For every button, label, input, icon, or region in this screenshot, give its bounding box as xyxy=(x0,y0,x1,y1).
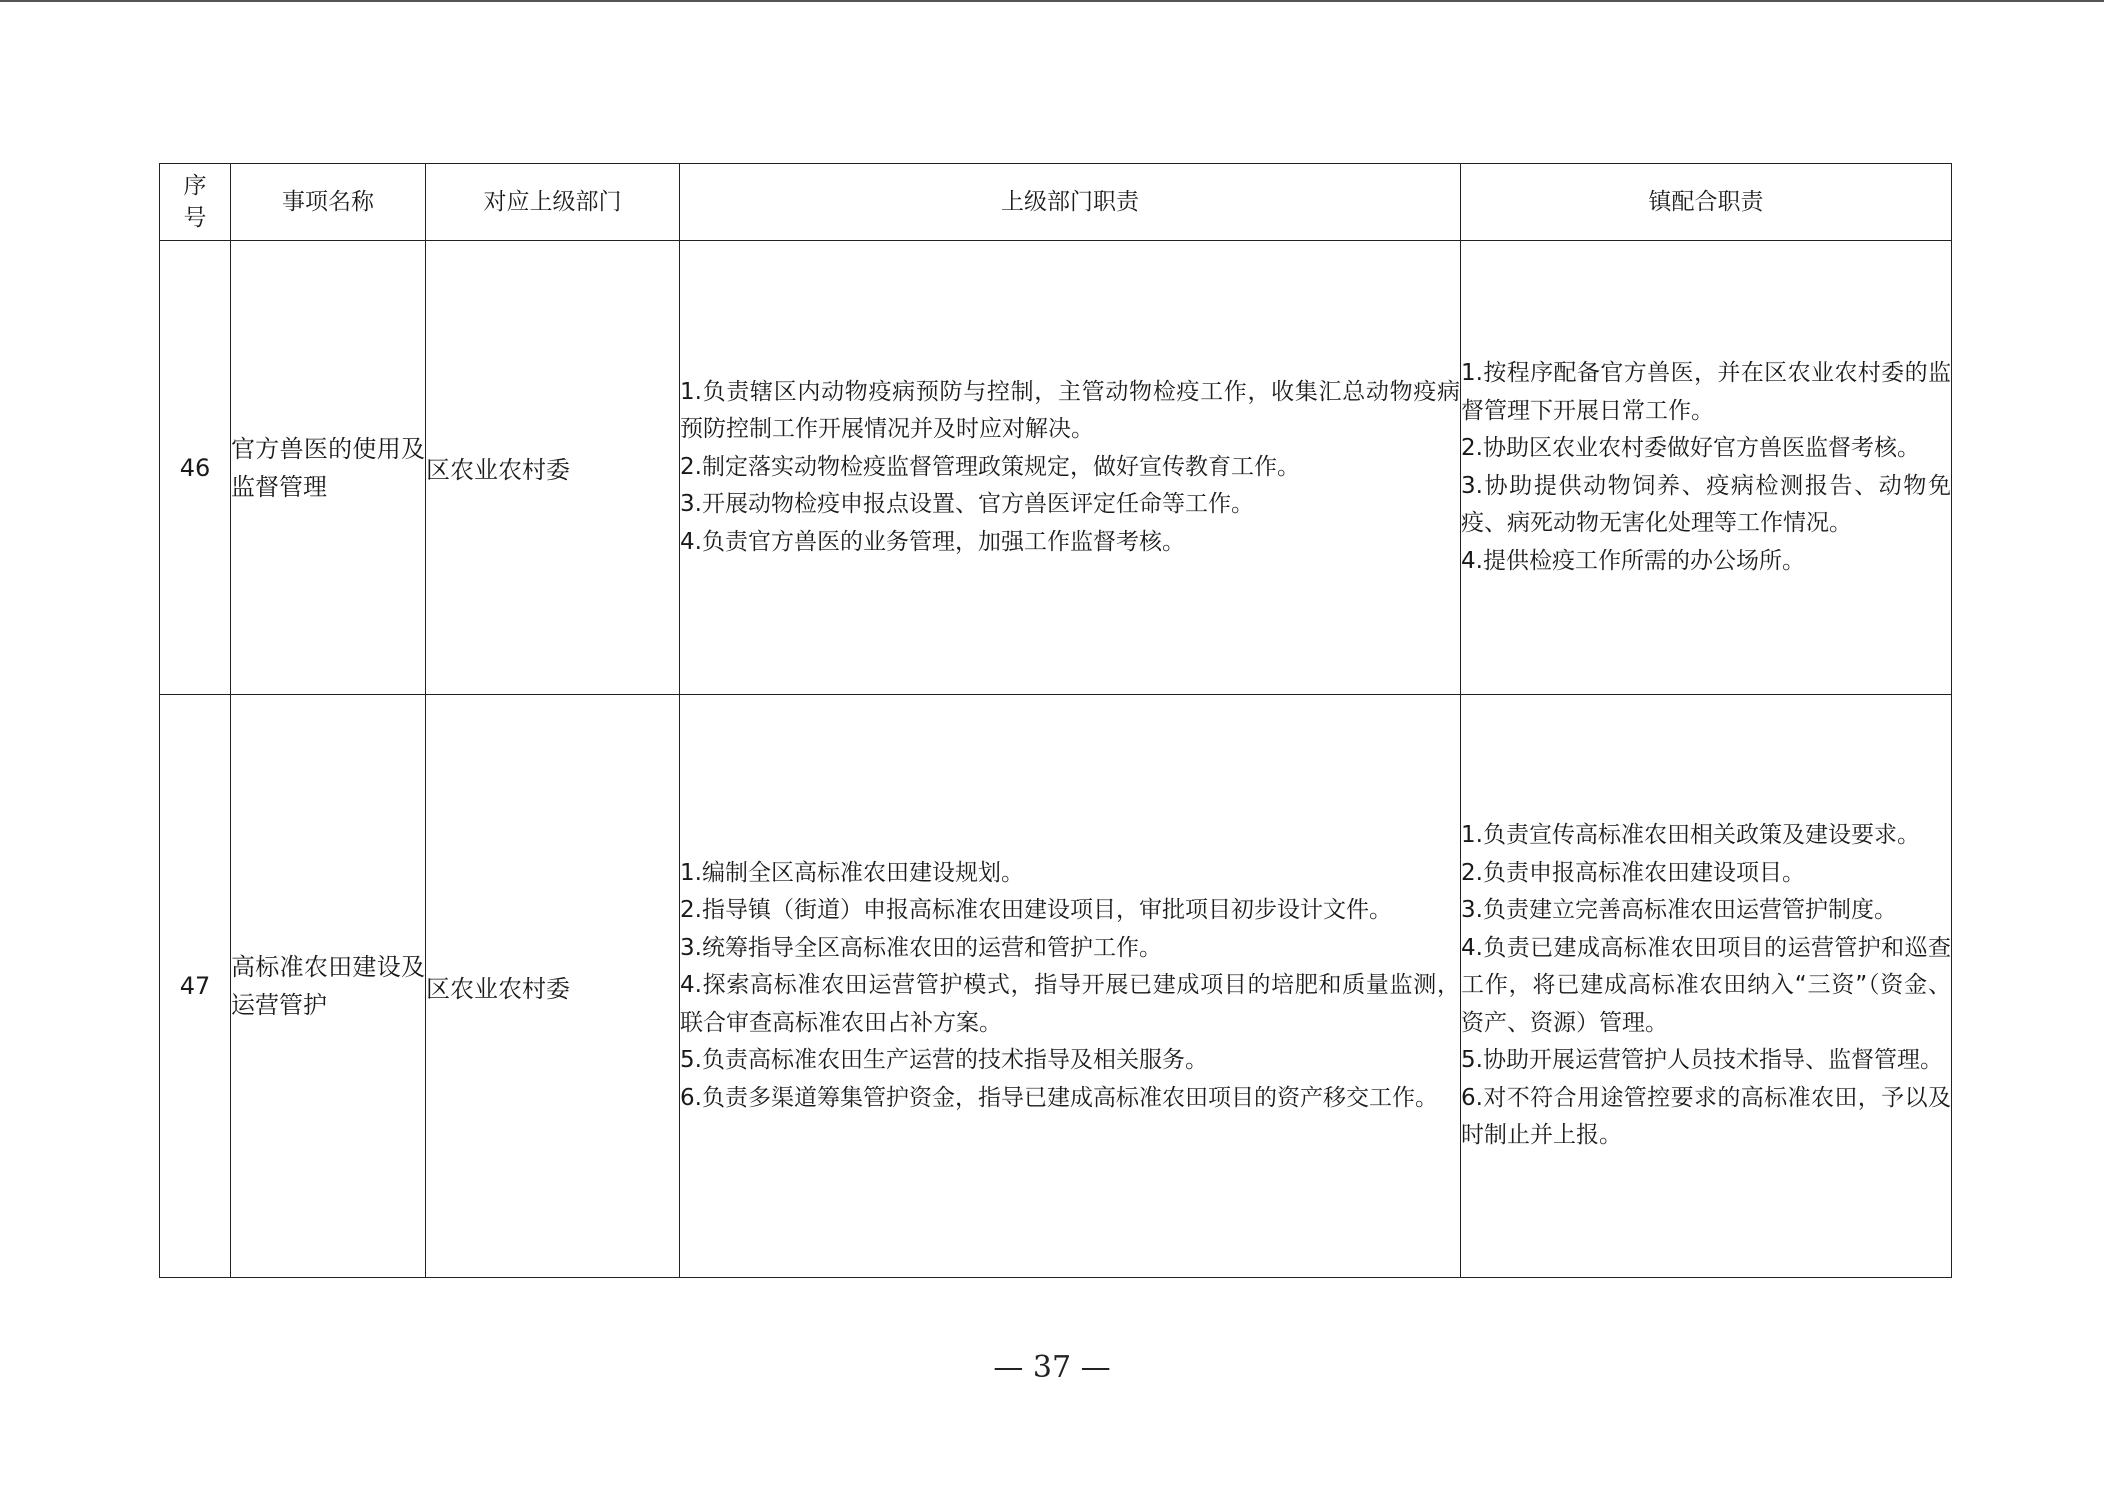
header-item-name: 事项名称 xyxy=(231,164,426,241)
duty-line: 1.负责辖区内动物疫病预防与控制，主管动物检疫工作，收集汇总动物疫病预防控制工作开展情况并及时应对解决。 xyxy=(680,378,1460,443)
duty-line: 6.对不符合用途管控要求的高标准农田，予以及时制止并上报。 xyxy=(1461,1084,1951,1149)
duty-line: 4.探索高标准农田运营管护模式，指导开展已建成项目的培肥和质量监测，联合审查高标准农田占补方案。 xyxy=(680,972,1460,1036)
page-top-border xyxy=(0,0,2104,2)
duty-line: 5.负责高标准农田生产运营的技术指导及相关服务。 xyxy=(680,1047,1208,1074)
duty-line: 4.负责已建成高标准农田项目的运营管护和巡查工作，将已建成高标准农田纳入“三资”（资金、资产、资源）管理。 xyxy=(1461,934,1951,1036)
row-town-duties xyxy=(1461,241,1952,695)
row-town-duties xyxy=(1461,695,1952,1278)
table-row xyxy=(160,695,1952,1278)
row-seq: 47 xyxy=(160,695,231,1278)
table-header-row xyxy=(160,164,1952,241)
duty-line: 3.协助提供动物饲养、疫病检测报告、动物免疫、病死动物无害化处理等工作情况。 xyxy=(1461,472,1951,536)
table-row xyxy=(160,241,1952,695)
duty-line: 2.指导镇（街道）申报高标准农田建设项目，审批项目初步设计文件。 xyxy=(680,897,1392,924)
row-department: 区农业农村委 xyxy=(426,695,680,1278)
duty-line: 5.协助开展运营管护人员技术指导、监督管理。 xyxy=(1461,1047,1943,1074)
duty-line: 6.负责多渠道筹集管护资金，指导已建成高标准农田项目的资产移交工作。 xyxy=(680,1084,1438,1111)
duty-line: 2.负责申报高标准农田建设项目。 xyxy=(1461,859,1805,886)
row-upper-duties xyxy=(680,695,1461,1278)
page-number: — 37 — xyxy=(993,1350,1111,1385)
row-upper-duties xyxy=(680,241,1461,695)
duty-line: 3.开展动物检疫申报点设置、官方兽医评定任命等工作。 xyxy=(680,491,1254,518)
duty-line: 4.负责官方兽医的业务管理，加强工作监督考核。 xyxy=(680,528,1185,555)
header-seq: 序号 xyxy=(160,164,231,241)
duty-line: 3.统筹指导全区高标准农田的运营和管护工作。 xyxy=(680,934,1162,961)
duty-table xyxy=(159,163,1952,1278)
row-department: 区农业农村委 xyxy=(426,241,680,695)
header-town-duties: 镇配合职责 xyxy=(1461,164,1952,241)
header-upper-duties: 上级部门职责 xyxy=(680,164,1461,241)
duty-line: 1.编制全区高标准农田建设规划。 xyxy=(680,859,1024,886)
header-upper-department: 对应上级部门 xyxy=(426,164,680,241)
duty-line: 2.协助区农业农村委做好官方兽医监督考核。 xyxy=(1461,435,1920,461)
duty-line: 4.提供检疫工作所需的办公场所。 xyxy=(1461,547,1805,574)
row-item-name: 官方兽医的使用及监督管理 xyxy=(231,241,426,695)
duty-line: 1.负责宣传高标准农田相关政策及建设要求。 xyxy=(1461,822,1920,849)
row-seq: 46 xyxy=(160,241,231,695)
duty-line: 2.制定落实动物检疫监督管理政策规定，做好宣传教育工作。 xyxy=(680,453,1300,480)
row-item-name: 高标准农田建设及运营管护 xyxy=(231,695,426,1278)
duty-line: 3.负责建立完善高标准农田运营管护制度。 xyxy=(1461,897,1897,924)
duty-line: 1.按程序配备官方兽医，并在区农业农村委的监督管理下开展日常工作。 xyxy=(1461,360,1951,424)
